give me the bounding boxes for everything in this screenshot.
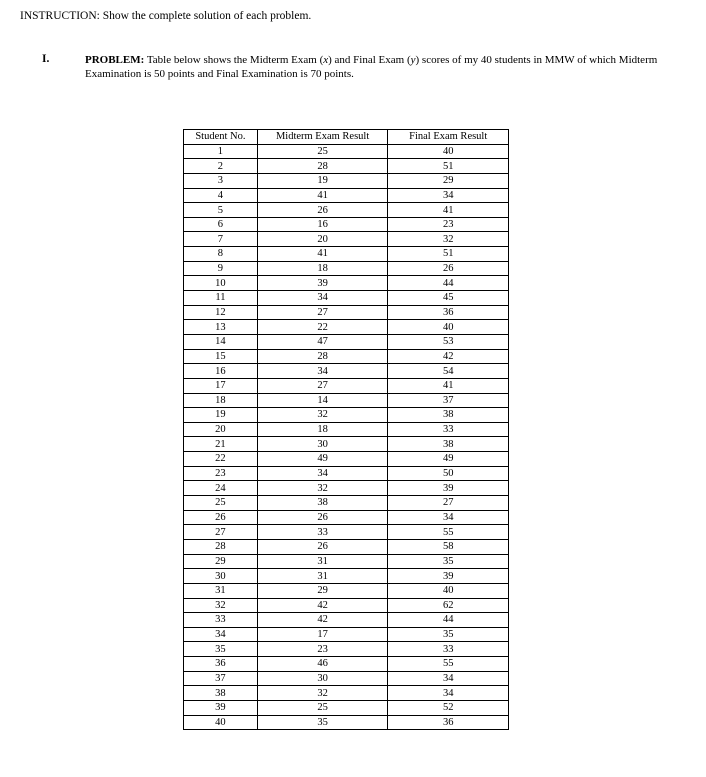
final-score-cell: 40 <box>388 583 509 598</box>
final-score-cell: 34 <box>388 671 509 686</box>
final-score-cell: 39 <box>388 569 509 584</box>
final-score-cell: 38 <box>388 408 509 423</box>
final-score-cell: 26 <box>388 261 509 276</box>
problem-statement <box>85 53 685 81</box>
table-body <box>184 144 509 730</box>
table-row <box>184 715 509 730</box>
midterm-score-cell: 38 <box>257 496 388 511</box>
table-row <box>184 569 509 584</box>
midterm-score-cell: 32 <box>257 408 388 423</box>
problem-number: I. <box>42 53 50 65</box>
midterm-score-cell: 27 <box>257 378 388 393</box>
table-row <box>184 466 509 481</box>
table-row <box>184 671 509 686</box>
midterm-score-cell: 33 <box>257 525 388 540</box>
midterm-score-cell: 41 <box>257 188 388 203</box>
table-row <box>184 173 509 188</box>
midterm-score-cell: 16 <box>257 217 388 232</box>
student-no-cell: 36 <box>184 657 258 672</box>
final-score-cell: 33 <box>388 642 509 657</box>
student-no-cell: 13 <box>184 320 258 335</box>
midterm-score-cell: 26 <box>257 203 388 218</box>
problem-text-part-2: ) and Final Exam ( <box>328 54 411 66</box>
table-row <box>184 525 509 540</box>
student-no-cell: 9 <box>184 261 258 276</box>
table-row <box>184 452 509 467</box>
student-no-cell: 25 <box>184 496 258 511</box>
student-no-cell: 8 <box>184 247 258 262</box>
midterm-score-cell: 35 <box>257 715 388 730</box>
table-row <box>184 364 509 379</box>
header-student-no: Student No. <box>184 130 258 145</box>
student-no-cell: 23 <box>184 466 258 481</box>
final-score-cell: 34 <box>388 188 509 203</box>
student-no-cell: 26 <box>184 510 258 525</box>
student-no-cell: 27 <box>184 525 258 540</box>
table-row <box>184 613 509 628</box>
final-score-cell: 37 <box>388 393 509 408</box>
table-row <box>184 554 509 569</box>
midterm-score-cell: 17 <box>257 627 388 642</box>
midterm-score-cell: 19 <box>257 173 388 188</box>
student-no-cell: 33 <box>184 613 258 628</box>
midterm-score-cell: 28 <box>257 349 388 364</box>
student-no-cell: 18 <box>184 393 258 408</box>
student-no-cell: 37 <box>184 671 258 686</box>
final-score-cell: 35 <box>388 627 509 642</box>
final-score-cell: 23 <box>388 217 509 232</box>
student-no-cell: 29 <box>184 554 258 569</box>
student-no-cell: 31 <box>184 583 258 598</box>
student-no-cell: 34 <box>184 627 258 642</box>
final-score-cell: 62 <box>388 598 509 613</box>
table-row <box>184 144 509 159</box>
final-score-cell: 35 <box>388 554 509 569</box>
midterm-score-cell: 25 <box>257 144 388 159</box>
student-no-cell: 32 <box>184 598 258 613</box>
variable-y: y <box>410 54 416 66</box>
student-no-cell: 11 <box>184 291 258 306</box>
student-no-cell: 17 <box>184 378 258 393</box>
final-score-cell: 55 <box>388 657 509 672</box>
table-row <box>184 247 509 262</box>
table-row <box>184 700 509 715</box>
table-row <box>184 627 509 642</box>
midterm-score-cell: 29 <box>257 583 388 598</box>
student-no-cell: 24 <box>184 481 258 496</box>
midterm-score-cell: 31 <box>257 554 388 569</box>
midterm-score-cell: 18 <box>257 261 388 276</box>
final-score-cell: 51 <box>388 159 509 174</box>
variable-x: x <box>323 54 329 66</box>
student-no-cell: 21 <box>184 437 258 452</box>
final-score-cell: 53 <box>388 334 509 349</box>
table-row <box>184 657 509 672</box>
final-score-cell: 33 <box>388 422 509 437</box>
student-no-cell: 10 <box>184 276 258 291</box>
scores-table <box>183 129 509 730</box>
midterm-score-cell: 49 <box>257 452 388 467</box>
midterm-score-cell: 34 <box>257 466 388 481</box>
midterm-score-cell: 34 <box>257 364 388 379</box>
midterm-score-cell: 25 <box>257 700 388 715</box>
table-row <box>184 232 509 247</box>
table-row <box>184 408 509 423</box>
table-row <box>184 261 509 276</box>
table-row <box>184 349 509 364</box>
midterm-score-cell: 46 <box>257 657 388 672</box>
midterm-score-cell: 30 <box>257 437 388 452</box>
student-no-cell: 7 <box>184 232 258 247</box>
final-score-cell: 45 <box>388 291 509 306</box>
final-score-cell: 44 <box>388 276 509 291</box>
table-header-row <box>184 130 509 145</box>
table-row <box>184 422 509 437</box>
student-no-cell: 40 <box>184 715 258 730</box>
midterm-score-cell: 28 <box>257 159 388 174</box>
final-score-cell: 38 <box>388 437 509 452</box>
student-no-cell: 39 <box>184 700 258 715</box>
midterm-score-cell: 41 <box>257 247 388 262</box>
midterm-score-cell: 20 <box>257 232 388 247</box>
final-score-cell: 36 <box>388 305 509 320</box>
midterm-score-cell: 39 <box>257 276 388 291</box>
midterm-score-cell: 22 <box>257 320 388 335</box>
student-no-cell: 20 <box>184 422 258 437</box>
student-no-cell: 1 <box>184 144 258 159</box>
header-final: Final Exam Result <box>388 130 509 145</box>
table-row <box>184 334 509 349</box>
table-row <box>184 320 509 335</box>
midterm-score-cell: 26 <box>257 510 388 525</box>
student-no-cell: 22 <box>184 452 258 467</box>
table-row <box>184 159 509 174</box>
table-row <box>184 393 509 408</box>
table-row <box>184 510 509 525</box>
final-score-cell: 32 <box>388 232 509 247</box>
final-score-cell: 44 <box>388 613 509 628</box>
student-no-cell: 38 <box>184 686 258 701</box>
student-no-cell: 6 <box>184 217 258 232</box>
student-no-cell: 3 <box>184 173 258 188</box>
student-no-cell: 14 <box>184 334 258 349</box>
table-row <box>184 305 509 320</box>
final-score-cell: 54 <box>388 364 509 379</box>
midterm-score-cell: 31 <box>257 569 388 584</box>
final-score-cell: 39 <box>388 481 509 496</box>
table-row <box>184 217 509 232</box>
student-no-cell: 30 <box>184 569 258 584</box>
midterm-score-cell: 27 <box>257 305 388 320</box>
problem-label: PROBLEM: <box>85 54 145 66</box>
final-score-cell: 49 <box>388 452 509 467</box>
final-score-cell: 27 <box>388 496 509 511</box>
final-score-cell: 41 <box>388 203 509 218</box>
student-no-cell: 2 <box>184 159 258 174</box>
table-row <box>184 481 509 496</box>
header-midterm: Midterm Exam Result <box>257 130 388 145</box>
final-score-cell: 51 <box>388 247 509 262</box>
table-row <box>184 291 509 306</box>
instruction-text: INSTRUCTION: Show the complete solution of each problem. <box>20 10 312 22</box>
midterm-score-cell: 26 <box>257 539 388 554</box>
midterm-score-cell: 42 <box>257 613 388 628</box>
final-score-cell: 29 <box>388 173 509 188</box>
table-row <box>184 539 509 554</box>
midterm-score-cell: 32 <box>257 481 388 496</box>
midterm-score-cell: 14 <box>257 393 388 408</box>
student-no-cell: 28 <box>184 539 258 554</box>
student-no-cell: 35 <box>184 642 258 657</box>
table-row <box>184 583 509 598</box>
student-no-cell: 16 <box>184 364 258 379</box>
midterm-score-cell: 23 <box>257 642 388 657</box>
table-row <box>184 598 509 613</box>
student-no-cell: 15 <box>184 349 258 364</box>
table-row <box>184 642 509 657</box>
midterm-score-cell: 32 <box>257 686 388 701</box>
midterm-score-cell: 42 <box>257 598 388 613</box>
student-no-cell: 12 <box>184 305 258 320</box>
student-no-cell: 5 <box>184 203 258 218</box>
midterm-score-cell: 18 <box>257 422 388 437</box>
final-score-cell: 55 <box>388 525 509 540</box>
final-score-cell: 34 <box>388 510 509 525</box>
final-score-cell: 42 <box>388 349 509 364</box>
final-score-cell: 34 <box>388 686 509 701</box>
midterm-score-cell: 30 <box>257 671 388 686</box>
final-score-cell: 40 <box>388 320 509 335</box>
student-no-cell: 19 <box>184 408 258 423</box>
table-row <box>184 378 509 393</box>
table-row <box>184 496 509 511</box>
table-row <box>184 203 509 218</box>
final-score-cell: 36 <box>388 715 509 730</box>
midterm-score-cell: 34 <box>257 291 388 306</box>
table-row <box>184 437 509 452</box>
final-score-cell: 52 <box>388 700 509 715</box>
student-no-cell: 4 <box>184 188 258 203</box>
problem-text-part-1: Table below shows the Midterm Exam ( <box>144 54 324 66</box>
final-score-cell: 41 <box>388 378 509 393</box>
problem-text-part-3: ) scores of my 40 students in MMW of which Midterm Examination is 50 points and Final Examination is 70 points. <box>85 54 658 80</box>
table-row <box>184 686 509 701</box>
final-score-cell: 40 <box>388 144 509 159</box>
final-score-cell: 50 <box>388 466 509 481</box>
final-score-cell: 58 <box>388 539 509 554</box>
table-row <box>184 188 509 203</box>
midterm-score-cell: 47 <box>257 334 388 349</box>
table-row <box>184 276 509 291</box>
